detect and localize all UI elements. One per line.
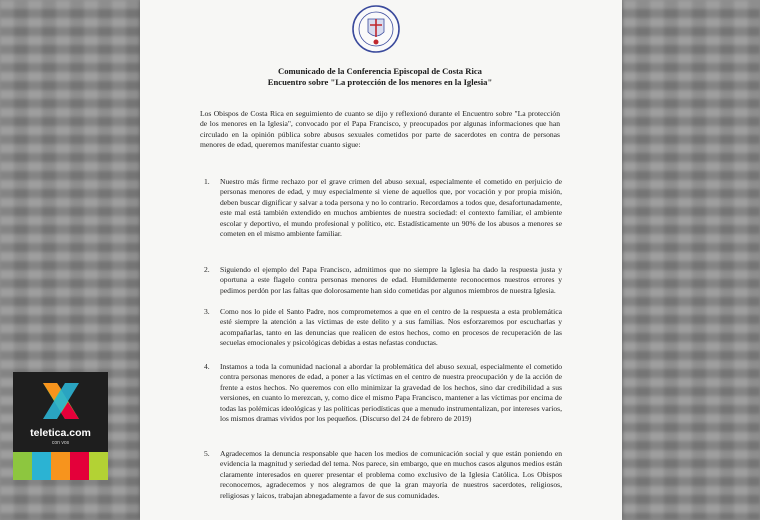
list-item-number: 2. bbox=[204, 265, 210, 274]
list-item bbox=[204, 449, 562, 501]
list-item-text: Siguiendo el ejemplo del Papa Francisco, admitimos que no siempre la Iglesia ha dado la respuesta justa y oportuna a este flagelo contra personas menores de edad. Humildemente reconocemos nuestros errores y pedimos perdón por las faltas que dolorosamente han sido cometidas por algunos miembros de nuestra Iglesia. bbox=[220, 265, 562, 295]
intro-paragraph: Los Obispos de Costa Rica en seguimiento de cuanto se dijo y reflexionó durante el Encuentro sobre "La protección de los menores en la Iglesia", convocado por el Papa Francisco, y preocupados por algunas informaciones que han circulado en la opinión pública sobre abusos sexuales cometidos por parte de sacerdotes en contra de personas menores de edad, queremos manifestar cuanto sigue: bbox=[200, 109, 560, 150]
list-item-number: 4. bbox=[204, 362, 210, 371]
teletica-brand-text: teletica.com bbox=[30, 427, 91, 439]
teletica-logo bbox=[13, 372, 108, 480]
list-item bbox=[204, 265, 562, 296]
document-subtitle: Encuentro sobre "La protección de los menores en la Iglesia" bbox=[267, 77, 493, 87]
episcopal-seal-icon bbox=[351, 4, 401, 54]
teletica-subtitle: con vos bbox=[51, 440, 70, 446]
list-item-text: Como nos lo pide el Santo Padre, nos comprometemos a que en el centro de la respuesta a esta problemática esté siempre la atención a las víctimas de este delito y a sus familias. Nos esforzaremos por escucharlas y acompañarlas, tanto en las denuncias que realicen de estos hechos, como en procesos de recuperación de las secuelas emocionales y psicológicas debidas a estas nefastas conductas. bbox=[220, 307, 562, 348]
list-item-number: 5. bbox=[204, 449, 210, 458]
color-bar-lime bbox=[89, 452, 108, 480]
list-item-text: Agradecemos la denuncia responsable que hacen los medios de comunicación social y que están poniendo en evidencia la magnitud y seriedad del tema. Nos parece, sin embargo, que en muchos casos algunos medios están claramente interesados en querer presentar el problema como exclusivo de la Iglesia Católica. Los Obispos reconocemos, agradecemos y nos alegramos de que la gran mayoría de nuestros sacerdotes, religiosos, religiosas y laicos, trabajan abnegadamente a favor de sus comunidades. bbox=[220, 449, 562, 500]
list-item-number: 3. bbox=[204, 307, 210, 316]
list-item-number: 1. bbox=[204, 177, 210, 186]
color-bar-red bbox=[70, 452, 89, 480]
color-bar-orange bbox=[51, 452, 70, 480]
color-bar-green bbox=[13, 452, 32, 480]
document-title: Comunicado de la Conferencia Episcopal de Costa Rica bbox=[278, 66, 482, 76]
list-item-text: Nuestro más firme rechazo por el grave crimen del abuso sexual, especialmente el cometido en perjuicio de personas menores de edad, y muy especialmente si viene de aquellos que, por vocación y por propia misión, deben buscar dignificar y salvar a toda persona y no lo contrario. Recordamos a todos que, desafortunadamente, este mal está también extendido en muchos ambientes de nuestra sociedad: el contexto familiar, el ambiente escolar y deportivo, el mundo profesional y político, etc. Estadísticamente un 90% de los abusos a menores se cometen en el mismo ambiente familiar. bbox=[220, 177, 562, 239]
document-page bbox=[140, 0, 622, 520]
list-item bbox=[204, 177, 562, 239]
color-bar-blue bbox=[32, 452, 51, 480]
list-item-text: Instamos a toda la comunidad nacional a abordar la problemática del abuso sexual, especialmente el cometido contra personas menores de edad, a poner a las víctimas en el centro de nuestra preocupación y de la acción de frente a estos hechos. No queremos con ello minimizar la gravedad de los hechos, sino dar credibilidad a sus versiones, en cuanto lo merezcan, y, como dice el mismo Papa Francisco, mantener a las víctimas por encima de todas las polémicas ideológicas y las políticas periodísticas que a menudo instrumentalizan, por intereses varios, los mismos dramas vividos por los pequeños. (Discurso del 24 de febrero de 2019) bbox=[220, 362, 562, 424]
blurred-background-right bbox=[622, 0, 760, 520]
list-item bbox=[204, 362, 562, 424]
teletica-x-icon bbox=[38, 378, 84, 424]
color-bar bbox=[13, 452, 108, 480]
list-item bbox=[204, 307, 562, 349]
